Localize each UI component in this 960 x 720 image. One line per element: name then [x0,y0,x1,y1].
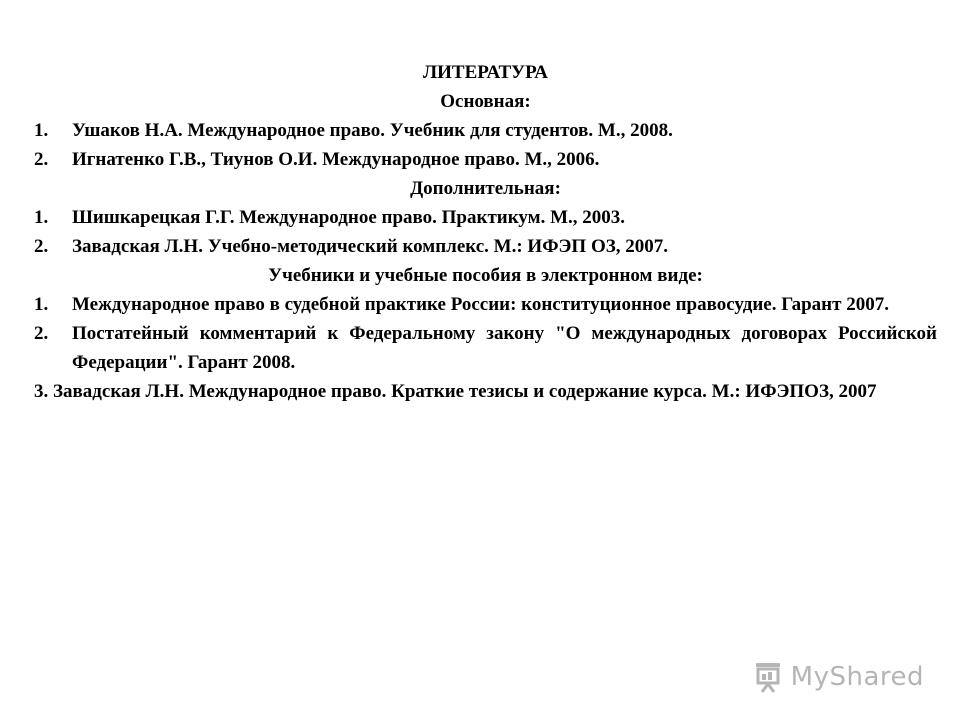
list-item [34,145,937,174]
item-text: Постатейный комментарий к Федеральному закону "О международных договорах Российской Федерации". Гарант 2008. [72,323,937,373]
section-heading-main: Основная: [440,91,531,112]
item-number: 2. [34,236,49,257]
list-item [34,319,937,377]
watermark-text: MyShared [790,662,924,692]
item-number: 1. [34,120,49,141]
list-item [34,116,937,145]
item-text: Игнатенко Г.В., Тиунов О.И. Международное право. М., 2006. [72,149,600,170]
item-text: Завадская Л.Н. Учебно-методический комплекс. М.: ИФЭП ОЗ, 2007. [72,236,669,257]
item-number: 2. [34,149,49,170]
watermark [751,660,924,694]
item-text: Завадская Л.Н. Международное право. Краткие тезисы и содержание курса. М.: ИФЭПОЗ, 2007 [53,381,877,402]
additional-list [34,203,937,261]
page-title: ЛИТЕРАТУРА [422,62,549,83]
literature-content [34,58,937,406]
item-text: Шишкарецкая Г.Г. Международное право. Практикум. М., 2003. [72,207,626,228]
item-text: Международное право в судебной практике России: конституционное правосудие. Гарант 2007. [72,294,889,315]
section-heading-electronic: Учебники и учебные пособия в электронном виде: [268,265,703,286]
list-item [34,203,937,232]
list-item [34,290,937,319]
presentation-icon [751,660,785,694]
item-number: 1. [34,207,49,228]
item-number: 2. [34,323,49,344]
item-text: Ушаков Н.А. Международное право. Учебник для студентов. М., 2008. [72,120,673,141]
electronic-list [34,290,937,406]
list-item [34,232,937,261]
item-number: 3. [34,381,53,402]
item-number: 1. [34,294,49,315]
list-item [34,377,937,406]
section-heading-additional: Дополнительная: [410,178,561,199]
main-list [34,116,937,174]
